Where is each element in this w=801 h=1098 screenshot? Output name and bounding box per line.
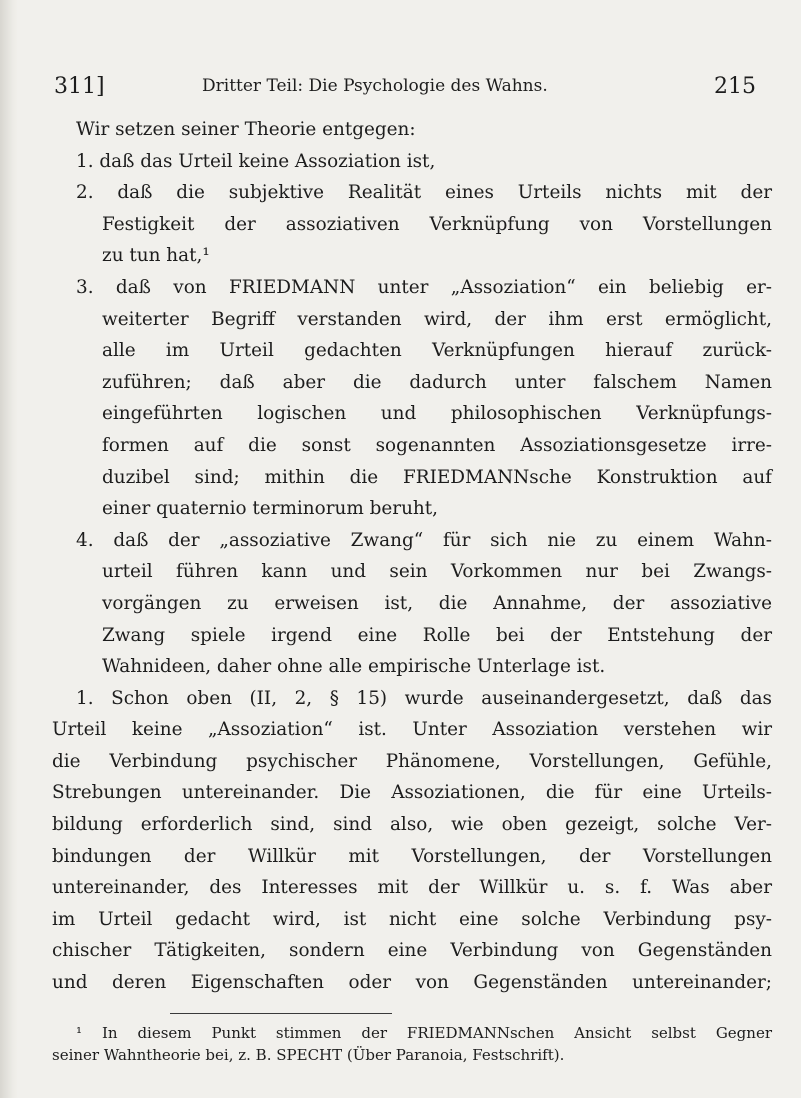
footnote — [52, 1022, 772, 1066]
list-line: weiterter Begriff verstanden wird, der ihm erst ermöglicht, — [102, 308, 772, 330]
list-line: vorgängen zu erweisen ist, die Annahme, der assoziative — [102, 592, 772, 614]
paragraph-line: 1. Schon oben (II, 2, § 15) wurde auseinandergesetzt, daß das — [76, 687, 772, 709]
list-line: eingeführten logischen und philosophischen Verknüpfungs- — [102, 403, 772, 425]
list-item-4 — [52, 525, 772, 683]
list-item-3 — [52, 272, 772, 525]
list-line: 2. daß die subjektive Realität eines Urteils nichts mit der — [76, 182, 772, 204]
paragraph-line: Strebungen untereinander. Die Assoziationen, die für eine Urteils- — [52, 782, 772, 804]
page-reference: 311] — [54, 74, 105, 99]
list-line: formen auf die sonst sogenannten Assoziationsgesetze irre- — [102, 434, 772, 456]
paragraph-line: Urteil keine „Assoziation“ ist. Unter Assoziation verstehen wir — [52, 719, 772, 741]
paragraph-line: die Verbindung psychischer Phänomene, Vorstellungen, Gefühle, — [52, 750, 772, 772]
paragraph-line: bindungen der Willkür mit Vorstellungen, der Vorstellungen — [52, 845, 772, 867]
book-page — [52, 70, 772, 1066]
list-line: urteil führen kann und sein Vorkommen nur bei Zwangs- — [102, 561, 772, 583]
running-header — [52, 70, 772, 110]
body-paragraph — [52, 683, 772, 999]
page-number: 215 — [714, 74, 756, 99]
footnote-divider — [170, 1013, 392, 1014]
main-text — [52, 114, 772, 999]
list-line: Wahnideen, daher ohne alle empirische Unterlage ist. — [102, 656, 606, 678]
list-line: zuführen; daß aber die dadurch unter falschem Namen — [102, 371, 772, 393]
footnote-line: seiner Wahntheorie bei, z. B. SPECHT (Über Paranoia, Festschrift). — [52, 1045, 565, 1064]
paragraph-line: chischer Tätigkeiten, sondern eine Verbindung von Gegenständen — [52, 940, 772, 962]
footnote-line: ¹ In diesem Punkt stimmen der FRIEDMANNschen Ansicht selbst Gegner — [76, 1023, 772, 1042]
paragraph-line: und deren Eigenschaften oder von Gegenständen untereinander; — [52, 972, 772, 994]
paragraph-line: untereinander, des Interesses mit der Willkür u. s. f. Was aber — [52, 877, 772, 899]
list-line: Zwang spiele irgend eine Rolle bei der Entstehung der — [102, 624, 772, 646]
paragraph-line: bildung erforderlich sind, sind also, wie oben gezeigt, solche Ver- — [52, 814, 772, 836]
list-line: alle im Urteil gedachten Verknüpfungen hierauf zurück- — [102, 340, 772, 362]
intro-line: Wir setzen seiner Theorie entgegen: — [76, 119, 416, 140]
paragraph-line: im Urteil gedacht wird, ist nicht eine solche Verbindung psy- — [52, 908, 772, 930]
list-line: einer quaternio terminorum beruht, — [102, 498, 439, 520]
list-line: 3. daß von FRIEDMANN unter „Assoziation“ ein beliebig er- — [76, 276, 772, 298]
page-edge-shadow — [0, 0, 18, 1098]
list-line: 1. daß das Urteil keine Assoziation ist, — [76, 150, 436, 172]
list-line: 4. daß der „assoziative Zwang“ für sich nie zu einem Wahn- — [76, 529, 772, 551]
running-title: Dritter Teil: Die Psychologie des Wahns. — [202, 76, 548, 96]
list-line: duzibel sind; mithin die FRIEDMANNsche Konstruktion auf — [102, 466, 772, 488]
list-item-2 — [52, 177, 772, 272]
list-line: Festigkeit der assoziativen Verknüpfung von Vorstellungen — [102, 213, 772, 235]
list-line: zu tun hat,¹ — [102, 245, 210, 267]
list-item-1 — [52, 146, 772, 178]
